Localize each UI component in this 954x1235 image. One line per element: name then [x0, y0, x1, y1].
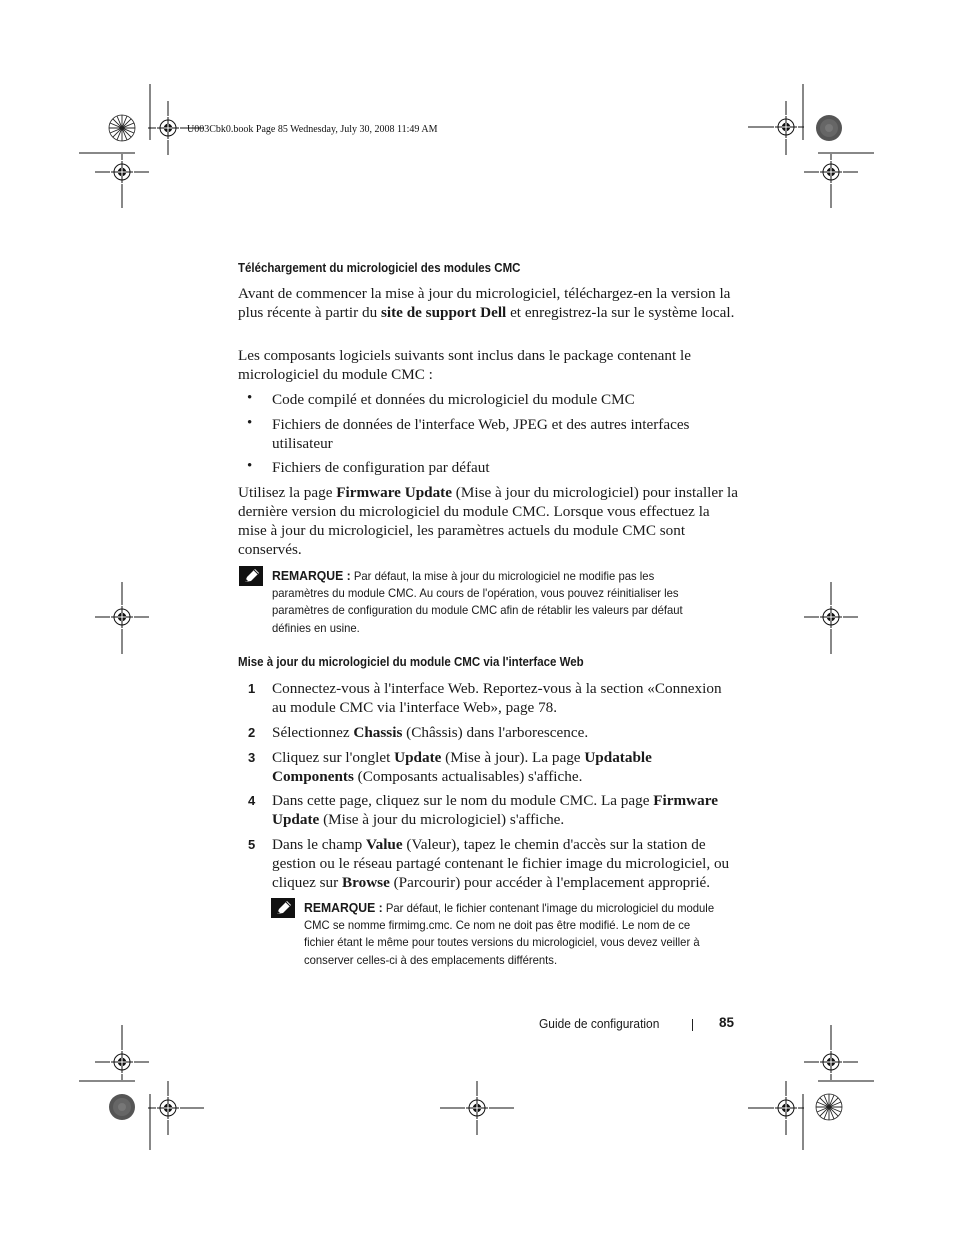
note-text: Par défaut, la mise à jour du micrologiciel ne modifie pas les paramètres du module CMC. Au cours de l'opération, vous pouvez réinitialiser les paramètres de configuration du module CMC afin de rétablir les valeurs par défaut définies en usine.	[272, 569, 683, 635]
note-label: REMARQUE :	[272, 568, 351, 583]
step-text-a: Dans cette page, cliquez sur le nom du module CMC. La page	[272, 792, 654, 809]
step-text-a: Dans le champ	[272, 836, 367, 853]
step-text-e: (Parcourir) pour accéder à l'emplacement approprié.	[389, 874, 711, 891]
bullet-item: Fichiers de configuration par défaut	[272, 459, 490, 476]
step-text	[272, 835, 742, 892]
note-label: REMARQUE :	[304, 900, 383, 915]
step-text: Connectez-vous à l'interface Web. Reportez-vous à la section «Connexion au module CMC via l'interface Web», page 78.	[272, 680, 722, 716]
paragraph-firmware-text-c: (Mise à jour du micrologiciel) pour installer la dernière version du micrologiciel du module CMC. Lorsque vous effectuez la mise à jour du micrologiciel, les paramètres actuels du module CMC sont conservés.	[238, 484, 738, 558]
bullet-marker: •	[247, 390, 253, 406]
section-heading-download: Téléchargement du micrologiciel des modules CMC	[238, 261, 521, 275]
step-number: 5	[248, 837, 256, 852]
book-header-line: U003Cbk0.book Page 85 Wednesday, July 30, 2008 11:49 AM	[187, 124, 438, 135]
bullet-item: Code compilé et données du micrologiciel du module CMC	[272, 391, 635, 408]
footer-guide-title: Guide de configuration	[539, 1016, 660, 1031]
step-number: 1	[248, 681, 256, 696]
step-text-c: (Mise à jour du micrologiciel) s'affiche.	[319, 811, 565, 828]
step-text	[272, 791, 738, 829]
footer-separator	[692, 1019, 693, 1031]
paragraph-intro-text-c: et enregistrez-la sur le système local.	[506, 304, 735, 321]
step-text-a: Sélectionnez	[272, 724, 354, 741]
bullet-item: Fichiers de données de l'interface Web, JPEG et des autres interfaces utilisateur	[272, 416, 690, 452]
dell-support-site-text: site de support Dell	[380, 304, 507, 321]
page-number: 85	[719, 1015, 735, 1030]
step-text-c: (Châssis) dans l'arborescence.	[402, 724, 589, 741]
note-text-b: . Ce nom ne doit pas être modifié. Le nom de ce fichier étant le même pour toutes versions du micrologiciel, vous devez veiller à conserver celles-ci à des emplacements différents.	[304, 918, 700, 967]
paragraph-components: Les composants logiciels suivants sont inclus dans le package contenant le micrologiciel du module CMC :	[238, 347, 691, 383]
note-text-a: Par défaut, le fichier contenant l'image du micrologiciel du module CMC se nomme	[304, 901, 715, 933]
note-firmware-defaults	[272, 567, 714, 637]
chassis-label: Chassis	[353, 724, 403, 741]
step-text-e: (Composants actualisables) s'affiche.	[353, 768, 583, 785]
bullet-marker: •	[247, 415, 253, 431]
note-firmware-filename	[304, 899, 718, 969]
firmware-filename: firmimg.cmc	[388, 918, 450, 933]
bullet-marker: •	[247, 458, 253, 474]
step-text-a: Cliquez sur l'onglet	[272, 749, 395, 766]
browse-button-label: Browse	[342, 874, 390, 891]
value-field-label: Value	[366, 836, 403, 853]
firmware-update-label: Firmware Update	[272, 792, 718, 828]
section-heading-web-update: Mise à jour du micrologiciel du module CMC via l'interface Web	[238, 655, 584, 669]
step-number: 2	[248, 725, 256, 740]
step-number: 4	[248, 793, 256, 808]
paragraph-firmware-update	[238, 483, 738, 559]
step-text	[272, 723, 738, 742]
paragraph-firmware-text-a: Utilisez la page	[238, 484, 337, 501]
paragraph-intro	[238, 284, 738, 322]
step-text-c: (Valeur), tapez le chemin d'accès sur la station de gestion ou le réseau partagé contenant le fichier image du micrologiciel, ou cliquez sur	[272, 836, 730, 891]
firmware-update-label: Firmware Update	[336, 484, 452, 501]
paragraph-intro-text-a: Avant de commencer la mise à jour du micrologiciel, téléchargez-en la version la plus récente à partir du	[238, 285, 731, 321]
step-text-c: (Mise à jour). La page	[441, 749, 585, 766]
update-tab-label: Update	[394, 749, 442, 766]
step-text	[272, 748, 692, 786]
updatable-components-label: Updatable Components	[272, 749, 652, 785]
pencil-note-icon	[239, 566, 263, 586]
pencil-note-icon	[271, 898, 295, 918]
step-number: 3	[248, 750, 256, 765]
